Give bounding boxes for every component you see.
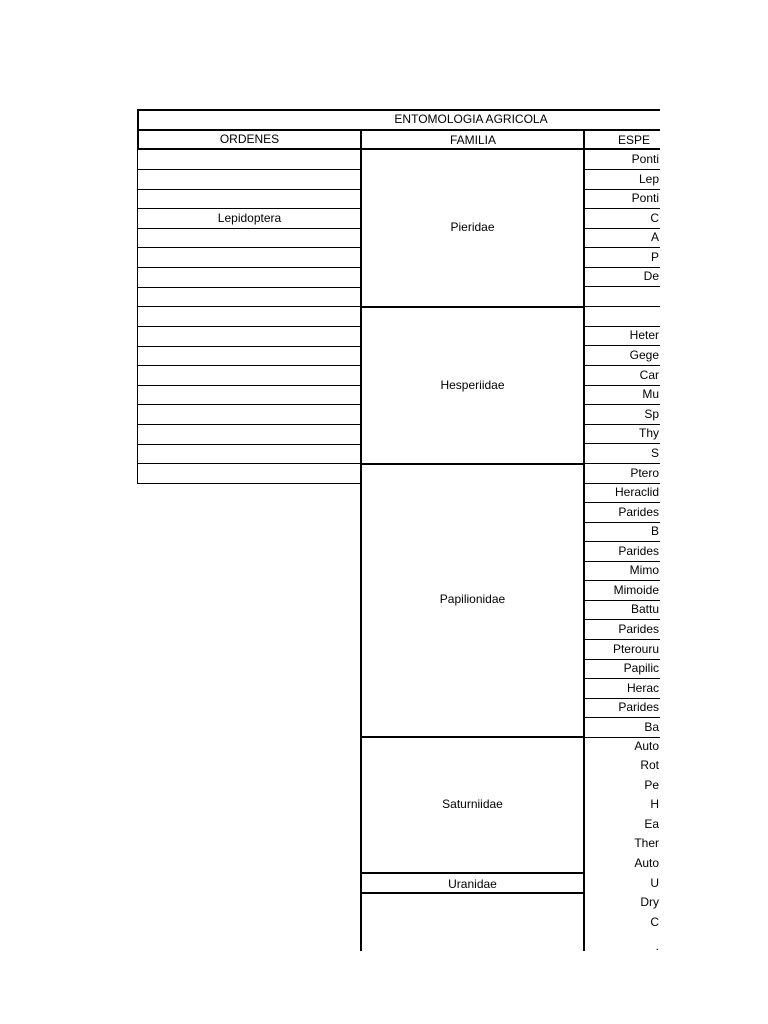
familia-papilionidae: Papilionidae xyxy=(439,592,506,606)
header-ordenes: ORDENES xyxy=(219,132,280,146)
especie-cell: Herac xyxy=(626,681,659,695)
especie-cell: Parides xyxy=(618,700,659,714)
especie-cell: De xyxy=(643,269,659,283)
especie-cell: Thy xyxy=(638,426,659,440)
especie-cell: Auto xyxy=(634,739,659,753)
especie-cell: Mu xyxy=(642,387,659,401)
familia-group-border xyxy=(360,892,585,894)
header-familia: FAMILIA xyxy=(449,133,496,147)
especie-row-line xyxy=(585,561,660,562)
ordenes-right-border xyxy=(360,129,362,951)
especie-cell: Parides xyxy=(618,505,659,519)
ordenes-row-line xyxy=(137,247,360,248)
ordenes-row-line xyxy=(137,385,360,386)
especie-row-line xyxy=(585,541,660,542)
especie-cell: Pe xyxy=(644,778,659,792)
especie-row-line xyxy=(585,483,660,484)
especie-cell: Parides xyxy=(618,544,659,558)
familia-hesperiidae: Hesperiidae xyxy=(440,378,505,392)
especie-row-line xyxy=(585,326,660,327)
especie-cell: Auto xyxy=(634,856,659,870)
especie-cell: Papilic xyxy=(623,661,659,675)
ordenes-row-line xyxy=(137,365,360,366)
especie-row-line xyxy=(585,228,660,229)
especie-row-line xyxy=(585,619,660,620)
especie-row-line xyxy=(585,189,660,190)
especie-row-line xyxy=(585,639,660,640)
ordenes-row-line xyxy=(137,267,360,268)
especie-row-line xyxy=(585,286,660,287)
especie-cell: Parides xyxy=(618,622,659,636)
especie-row-line xyxy=(585,580,660,581)
familia-group-border xyxy=(360,872,585,874)
especie-cell: Mimo xyxy=(629,563,659,577)
ordenes-row-line xyxy=(137,208,360,209)
especie-row-line xyxy=(585,463,660,464)
ordenes-row-line xyxy=(137,228,360,229)
especie-cell: Dry xyxy=(640,895,659,909)
ordenes-row-line xyxy=(137,424,360,425)
especie-row-line xyxy=(585,502,660,503)
especie-row-line xyxy=(585,306,660,307)
familia-group-border xyxy=(360,306,585,308)
ordenes-row-line xyxy=(137,404,360,405)
especie-row-line xyxy=(585,698,660,699)
especie-cell: U xyxy=(650,876,659,890)
especie-cell: Ponti xyxy=(631,152,659,166)
especie-cell: Rot xyxy=(640,758,659,772)
especie-row-line xyxy=(585,522,660,523)
especie-row-line xyxy=(585,169,660,170)
especie-cell: Battu xyxy=(630,602,659,616)
especie-cell: Mimoide xyxy=(613,583,659,597)
ordenes-row-line xyxy=(137,306,360,307)
ordenes-row-line xyxy=(137,483,360,484)
especie-cell: B xyxy=(650,524,659,538)
orden-lepidoptera: Lepidoptera xyxy=(217,211,282,225)
especie-cell: Ba xyxy=(644,720,659,734)
especie-row-line xyxy=(585,678,660,679)
especie-cell: Heter xyxy=(629,328,659,342)
especie-row-line xyxy=(585,600,660,601)
especie-row-line xyxy=(585,365,660,366)
title-top-border xyxy=(137,109,660,111)
especie-cell: Ther xyxy=(634,836,659,850)
especie-row-line xyxy=(585,424,660,425)
familia-uranidae: Uranidae xyxy=(448,877,497,891)
header-top-border xyxy=(137,129,660,131)
especie-cell: C xyxy=(650,915,659,929)
especie-row-line xyxy=(585,404,660,405)
familia-group-border xyxy=(360,736,585,738)
especie-cell: Lep xyxy=(638,172,659,186)
especie-row-line xyxy=(585,737,660,738)
familia-pieridae: Pieridae xyxy=(450,220,495,234)
familia-group-border xyxy=(360,463,585,465)
header-especie: ESPE xyxy=(618,133,651,147)
familia-saturniidae: Saturniidae xyxy=(442,797,503,811)
especie-cell: C xyxy=(650,211,659,225)
especie-cell: Heraclid xyxy=(614,485,659,499)
especie-row-line xyxy=(585,443,660,444)
especie-cell: Ea xyxy=(644,817,659,831)
ordenes-row-line xyxy=(137,463,360,464)
especie-cell: Car xyxy=(639,368,659,382)
ordenes-row-line xyxy=(137,346,360,347)
header-bottom-border xyxy=(137,148,660,150)
especie-row-line xyxy=(585,208,660,209)
especie-cell: A xyxy=(650,230,659,244)
especie-cell: P xyxy=(650,250,659,264)
especie-cell: Gege xyxy=(629,348,659,362)
especie-row-line xyxy=(585,717,660,718)
especie-row-line xyxy=(585,385,660,386)
especie-cell: Sp xyxy=(644,407,659,421)
especie-row-line xyxy=(585,267,660,268)
especie-cell: H xyxy=(650,797,659,811)
especie-cell: Pterouru xyxy=(612,642,659,656)
ordenes-row-line xyxy=(137,444,360,445)
ordenes-row-line xyxy=(137,326,360,327)
table-title: ENTOMOLOGIA AGRICOLA xyxy=(394,112,548,126)
ordenes-row-line xyxy=(137,287,360,288)
especie-row-line xyxy=(585,247,660,248)
especie-cell: Ptero xyxy=(630,466,659,480)
especie-cell: . xyxy=(655,939,659,953)
ordenes-row-line xyxy=(137,169,360,170)
especie-row-line xyxy=(585,345,660,346)
ordenes-row-line xyxy=(137,189,360,190)
especie-cell: Ponti xyxy=(631,191,659,205)
especie-row-line xyxy=(585,659,660,660)
especie-cell: S xyxy=(650,446,659,460)
